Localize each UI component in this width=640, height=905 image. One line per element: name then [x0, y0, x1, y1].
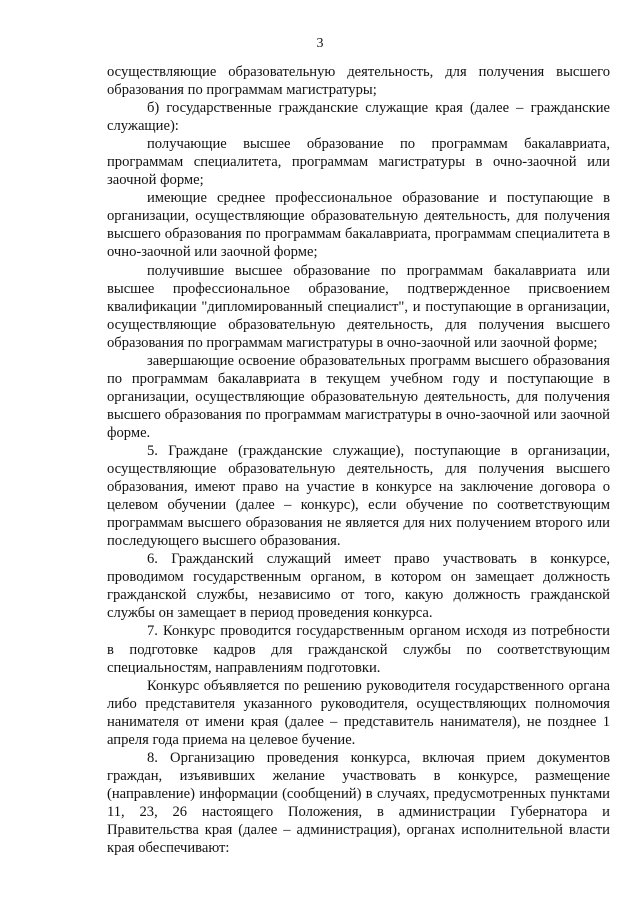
paragraph-subitem-completing: завершающие освоение образовательных программ высшего образования по программам бакалавриата в текущем учебном году и поступающие в организации, осуществляющие образовательную деятельность, для получения высшего образования по программам магистратуры в очно-заочной или заочной форме. — [107, 352, 610, 441]
paragraph-subitem-receiving: получающие высшее образование по программам бакалавриата, программам специалитета, программам магистратуры в очно-заочной или заочной форме; — [107, 136, 610, 189]
paragraph-clause-5: 5. Граждане (гражданские служащие), поступающие в организации, осуществляющие образовательную деятельность, для получения высшего образования, имеют право на участие в конкурсе на заключение договора о целевом обучении (далее – конкурс), если обучение по соответствующим программам высшего образования не является для них получением второго или последующего высшего образования. — [107, 442, 610, 550]
paragraph-subitem-graduated: получившие высшее образование по программам бакалавриата или высшее профессиональное образование, подтвержденное присвоением квалификации "дипломированный специалист", и поступающие в организации, осуществляющие образовательную деятельность, для получения высшего образования по программам магистратуры в очно-заочной или заочной форме; — [107, 262, 610, 351]
paragraph-continuation: осуществляющие образовательную деятельность, для получения высшего образования по программам магистратуры; — [107, 64, 610, 99]
paragraph-item-b: б) государственные гражданские служащие края (далее – гражданские служащие): — [107, 100, 610, 135]
paragraph-contest-announcement: Конкурс объявляется по решению руководителя государственного органа либо представителя указанного руководителя, осуществляющих полномочия нанимателя от имени края (далее – представитель нанимателя), не позднее 1 апреля года приема на целевое бучение. — [107, 677, 610, 748]
paragraph-clause-8: 8. Организацию проведения конкурса, включая прием документов граждан, изъявивших желание участвовать в конкурсе, размещение (направление) информации (сообщений) в случаях, предусмотренных пунктами 11, 23, 26 настоящего Положения, в администрации Губернатора и Правительства края (далее – администрация), органах исполнительной власти края обеспечивают: — [107, 749, 610, 857]
paragraph-clause-7: 7. Конкурс проводится государственным органом исходя из потребности в подготовке кадров для гражданской службы по соответствующим специальностям, направлениям подготовки. — [107, 623, 610, 676]
paragraph-clause-6: 6. Гражданский служащий имеет право участвовать в конкурсе, проводимом государственным органом, в котором он замещает должность гражданской службы, независимо от того, какую должность гражданской службы он замещает в период проведения конкурса. — [107, 551, 610, 622]
page-number: 3 — [316, 36, 324, 51]
document-body — [107, 63, 610, 857]
paragraph-subitem-having-secondary: имеющие среднее профессиональное образование и поступающие в организации, осуществляющие образовательную деятельность, для получения высшего образования по программам бакалавриата, программам специалитета в очно-заочной или заочной форме; — [107, 190, 610, 261]
